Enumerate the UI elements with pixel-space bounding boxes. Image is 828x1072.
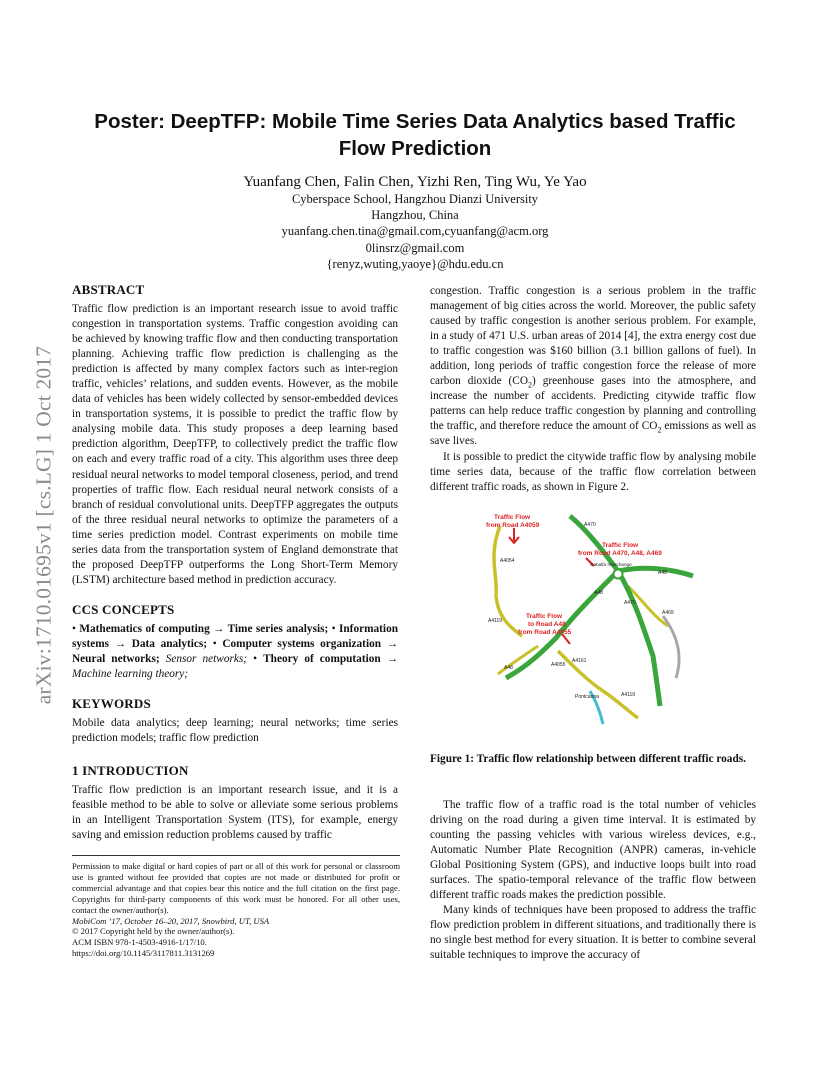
author-list: Yuanfang Chen, Falin Chen, Yizhi Ren, Ting Wu, Ye Yao <box>243 174 587 190</box>
road-a4161-tag: A4161 <box>572 658 587 664</box>
gabalfa-junction <box>614 570 623 579</box>
permission-notice: Permission to make digital or hard copies of part or all of this work for personal or classroom use is granted without fee provided that copies are not made or distributed for profit or commercial advantage and that copies bear this notice and the full citation on the first page. Copyrights for third-party components of this work must be honored. For all other uses, contact the owner/author(s). <box>72 861 400 915</box>
arxiv-id-text: arXiv:1710.01695v1 [cs.LG] 1 Oct 2017 <box>31 345 56 705</box>
intro-paragraph-2: It is possible to predict the citywide traffic flow by analysing mobile time series data, because of the traffic flow correlation between different traffic roads, as shown in Figure 2. <box>430 450 756 493</box>
affiliation-school: Cyberspace School, Hangzhou Dianzi University <box>291 192 539 206</box>
road-a48c-tag: A48 <box>504 665 513 671</box>
label-flow-2: Traffic Flow <box>602 542 639 549</box>
arxiv-side-label <box>30 290 58 760</box>
ccs-concept-4-sub: Machine learning theory; <box>72 668 189 681</box>
copyright-line: © 2017 Copyright held by the owner/author(s). <box>72 926 235 937</box>
ccs-concept-4: Theory of computation → <box>263 652 399 665</box>
introduction-heading: 1 INTRODUCTION <box>72 763 189 779</box>
introduction-text: Traffic flow prediction is an important research issue, and it is a feasible method to be able to solve or alleviate some serious problems in an Intelligent Transportation System (ITS), for example, energy saving and emission reduction problems caused by traffic <box>72 784 398 842</box>
road-a4054-tag: A4054 <box>500 558 515 564</box>
right-column-bottom <box>430 798 756 964</box>
keywords-heading: KEYWORDS <box>72 696 151 712</box>
road-a470b-tag: A470 <box>624 600 636 606</box>
paper-title <box>60 108 770 162</box>
affiliation-city: Hangzhou, China <box>371 208 459 223</box>
affiliation-email-2: 0linsrz@gmail.com <box>365 240 465 255</box>
affiliation-block <box>60 191 770 272</box>
road-a4119-tag: A4119 <box>488 618 503 624</box>
road-a4055-tag: A4055 <box>551 662 566 668</box>
isbn-line: ACM ISBN 978-1-4503-4916-1/17/10. <box>72 937 207 948</box>
ccs-concept-2: Information systems → Data analytics; <box>72 622 398 650</box>
road-a48b-tag: A48 <box>594 590 603 596</box>
label-flow-1b: from Road A4059 <box>486 522 540 529</box>
label-flow-2b: from Road A470, A48, A469 <box>578 550 662 557</box>
flow-arrow-1 <box>509 528 519 543</box>
figure-caption: Figure 1: Traffic flow relationship between different traffic roads. <box>430 753 746 765</box>
label-flow-3b: to Road A48 <box>528 621 566 628</box>
abstract-heading: ABSTRACT <box>72 282 145 297</box>
intro-paragraph-1: congestion. Traffic congestion is a serious problem in the traffic management of big cities across the world. Moreover, the public safety caused by traffic congestion is another serious problem. For example, in a study of 471 U.S. urban areas of 2014 [4], the extra energy cost due to traffic congestion was $160 billion (3.1 billion gallons of fuel). In addition, long periods of traffic congestion force the release of more carbon dioxide $(CO_2)$ greenhouse gases into the atmosphere, and increase the number of accidents. Predicting citywide traffic flow patterns can help reduce traffic congestion by planning and controlling the traffic, and therefore reduce the amount of $CO_2$ emissions as well as save lives. <box>430 285 756 448</box>
ccs-concept-3: Computer systems organization → Neural networks; <box>72 637 398 665</box>
road-a469-tag: A469 <box>662 610 674 616</box>
ccs-concept-3-sub: Sensor networks; <box>165 652 248 665</box>
doi-line: https://doi.org/10.1145/3117811.3131269 <box>72 948 215 959</box>
traffic-map-figure <box>478 506 708 731</box>
right-column-top <box>430 284 756 495</box>
conference-info: MobiCom ’17, October 16–20, 2017, Snowbird, UT, USA <box>72 915 270 926</box>
road-a48-line <box>618 568 693 576</box>
place-gabalfa: Gabalfa Interchange <box>590 562 632 567</box>
label-flow-1: Traffic Flow <box>494 514 531 521</box>
affiliation-email-1: yuanfang.chen.tina@gmail.com,cyuanfang@acm.org <box>281 224 549 239</box>
intro-paragraph-4: Many kinds of techniques have been proposed to address the traffic flow prediction problem in different situations, and traditionally there is no single best method for every situation. It is better to combine several suitable techniques to improve the accuracy of <box>430 904 756 962</box>
left-column <box>72 281 398 843</box>
road-a4119b-tag: A4119 <box>621 692 636 698</box>
label-flow-3c: from Road A4055 <box>518 629 572 636</box>
title-line-1: Poster: DeepTFP: Mobile Time Series Data Analytics based Traffic <box>94 110 736 133</box>
abstract-text: Traffic flow prediction is an important research issue to avoid traffic congestion in transportation systems. Traffic congestion avoiding can be achieved by knowing traffic flow and then conducting transportation planning. Achieving traffic flow prediction is challenging as the prediction is affected by many complex factors such as inter-region traffic, vehicles’ relations, and sudden events. However, as the mobile data of vehicles has been widely collected by sensor-embedded devices in transportation systems, it is possible to predict the traffic flow by analysing mobile data. This study proposes a deep learning based prediction algorithm, DeepTFP, to collectively predict the traffic flow on each and every traffic road of a city. This algorithm uses three deep residual neural networks to model temporal closeness, period, and trend properties of traffic flow. Each residual neural network consists of a branch of residual convolutional units. DeepTFP aggregates the outputs of the three residual neural networks to optimize the parameters of a time series prediction model. Contrast experiments on mobile time series data from the transportation system of England demonstrate that the proposed DeepTFP outperforms the Long Short-Term Memory (LSTM) architecture based method in prediction accuracy. <box>72 303 398 586</box>
label-flow-3: Traffic Flow <box>526 613 563 620</box>
ccs-concepts-text: • Mathematics of computing → Time series analysis; • Information systems → Data analytics; • Computer systems organization → Neural networks; Sensor networks; • Theory of computation → Machine learning theory; <box>72 622 399 681</box>
ccs-heading: CCS CONCEPTS <box>72 601 175 617</box>
ccs-concept-1: Mathematics of computing → Time series analysis; <box>79 622 329 635</box>
road-a470b-line <box>618 571 660 706</box>
place-pontcanna: Pontcanna <box>575 694 599 700</box>
road-a470-tag: A470 <box>584 522 596 528</box>
affiliation-email-3: {renyz,wuting,yaoye}@hdu.edu.cn <box>326 256 504 271</box>
copyright-footnote <box>72 855 400 959</box>
intro-paragraph-3: The traffic flow of a traffic road is the total number of vehicles driving on the road during a given time interval. It is estimated by counting the passing vehicles with various wireless devices, e.g., Automatic Number Plate Recognition (ANPR) cameras, in-vehicle Global Positioning System (GPS), and inductive loops built into road surfaces. The spatio-temporal relevance of the traffic flow between different traffic roads makes the prediction possible. <box>430 799 756 902</box>
keywords-text: Mobile data analytics; deep learning; neural networks; time series prediction models; traffic flow prediction <box>72 717 398 745</box>
title-line-2: Flow Prediction <box>338 137 492 160</box>
road-a48-tag: A48 <box>658 570 667 576</box>
